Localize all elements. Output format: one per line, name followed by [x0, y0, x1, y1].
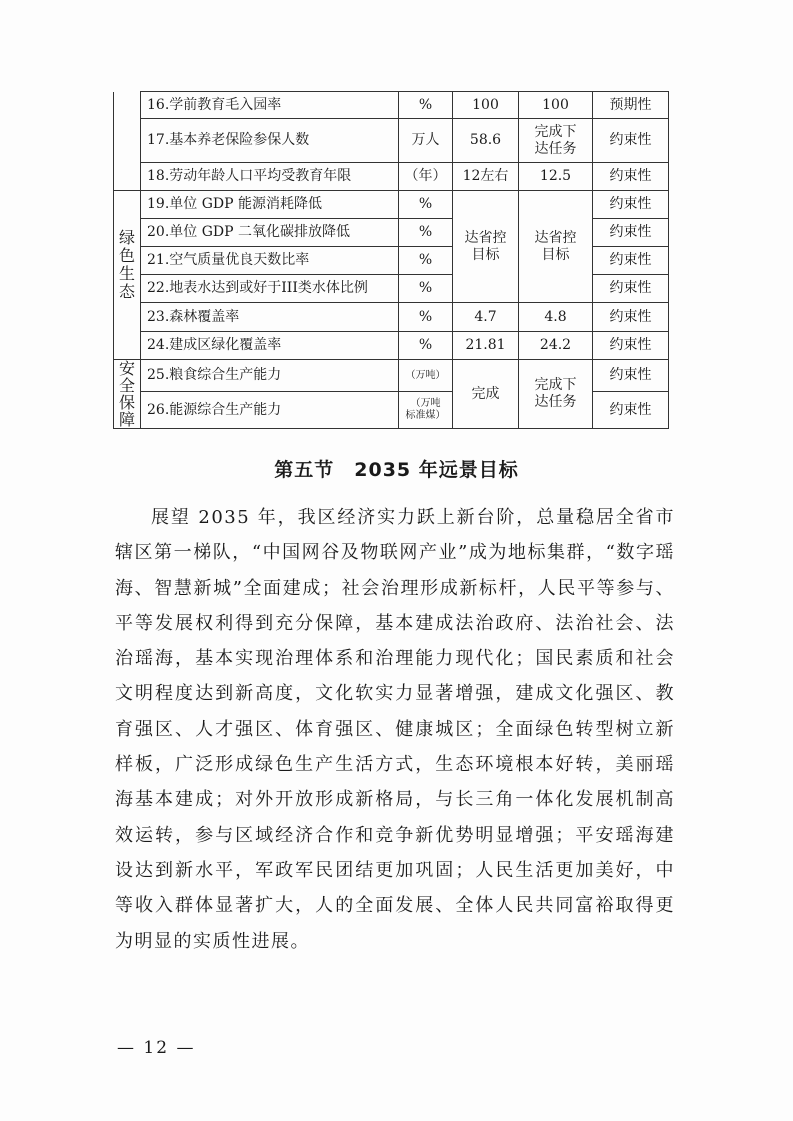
value-2020: 4.7 — [453, 303, 519, 332]
category-safety — [114, 360, 141, 429]
indicator-type: 约束性 — [593, 275, 669, 303]
section-title: 第五节 2035 年远景目标 — [274, 459, 519, 481]
unit-cell: % — [399, 332, 453, 360]
unit-line: （万吨 — [410, 398, 441, 409]
indicator-name: 18.劳动年龄人口平均受教育年限 — [141, 163, 399, 191]
indicator-type: 约束性 — [593, 219, 669, 247]
unit-cell: % — [399, 92, 453, 119]
value-2020 — [453, 191, 519, 303]
value-2025 — [519, 119, 593, 163]
value-2020: 58.6 — [453, 119, 519, 163]
table-row — [114, 92, 669, 119]
value-line: 目标 — [541, 246, 570, 263]
indicator-name: 25.粮食综合生产能力 — [141, 360, 399, 392]
unit-cell: （年） — [399, 163, 453, 191]
unit-cell: % — [399, 247, 453, 275]
category-char: 态 — [118, 282, 135, 301]
value-2025 — [519, 191, 593, 303]
body-text — [115, 500, 675, 959]
unit-line: 标准煤） — [405, 410, 446, 421]
category-char: 安 — [118, 359, 135, 378]
value-line: 达任务 — [534, 394, 577, 410]
value-line: 完成下 — [534, 377, 577, 393]
indicator-name: 19.单位 GDP 能源消耗降低 — [141, 191, 399, 219]
indicator-name: 20.单位 GDP 二氧化碳排放降低 — [141, 219, 399, 247]
paragraph: 展望 2035 年，我区经济实力跃上新台阶，总量稳居全省市辖区第一梯队，“中国网谷及物联网产业”成为地标集群，“数字瑶海、智慧新城”全面建成；社会治理形成新标杆，人民平等参与、平等发展权利得到充分保障，基本建成法治政府、法治社会、法治瑶海，基本实现治理体系和治理能力现代化；国民素质和社会文明程度达到新高度，文化软实力显著增强，建成文化强区、教育强区、人才强区、体育强区、健康城区；全面绿色转型树立新样板，广泛形成绿色生产生活方式，生态环境根本好转，美丽瑶海基本建成；对外开放形成新格局，与长三角一体化发展机制高效运转，参与区域经济合作和竞争新优势明显增强；平安瑶海建设达到新水平，军政军民团结更加巩固；人民生活更加美好，中等收入群体显著扩大，人的全面发展、全体人民共同富裕取得更为明显的实质性进展。 — [115, 507, 675, 952]
indicator-type: 约束性 — [593, 332, 669, 360]
indicator-type: 约束性 — [593, 392, 669, 429]
unit-cell: 万人 — [399, 119, 453, 163]
unit-cell: % — [399, 191, 453, 219]
indicator-type: 约束性 — [593, 247, 669, 275]
value-2025: 12.5 — [519, 163, 593, 191]
indicator-name: 17.基本养老保险参保人数 — [141, 119, 399, 163]
value-line: 完成下 — [534, 123, 577, 140]
indicator-name: 21.空气质量优良天数比率 — [141, 247, 399, 275]
category-green-ecology — [114, 191, 141, 360]
value-2025: 24.2 — [519, 332, 593, 360]
table-row — [114, 191, 669, 219]
category-char: 色 — [118, 246, 135, 265]
indicator-name: 26.能源综合生产能力 — [141, 392, 399, 429]
value-2020: 完成 — [453, 360, 519, 429]
category-char: 绿 — [118, 228, 135, 247]
table-row — [114, 360, 669, 392]
value-2020: 21.81 — [453, 332, 519, 360]
indicator-name: 22.地表水达到或好于III类水体比例 — [141, 275, 399, 303]
indicator-name: 24.建成区绿化覆盖率 — [141, 332, 399, 360]
value-line: 达任务 — [534, 140, 577, 157]
unit-cell: % — [399, 275, 453, 303]
value-2025: 4.8 — [519, 303, 593, 332]
value-2020: 12左右 — [453, 163, 519, 191]
value-2025: 100 — [519, 92, 593, 119]
indicator-type: 约束性 — [593, 119, 669, 163]
table-row — [114, 332, 669, 360]
category-char: 全 — [118, 376, 135, 395]
indicator-type: 约束性 — [593, 163, 669, 191]
value-line: 达省控 — [464, 229, 507, 246]
table-row — [114, 163, 669, 191]
page-number: — 12 — — [117, 1038, 196, 1058]
indicator-table — [113, 91, 669, 429]
value-2020: 100 — [453, 92, 519, 119]
table-row — [114, 303, 669, 332]
value-line: 目标 — [471, 246, 500, 263]
indicator-type: 约束性 — [593, 303, 669, 332]
unit-cell — [399, 392, 453, 429]
table-row — [114, 119, 669, 163]
indicator-name: 23.森林覆盖率 — [141, 303, 399, 332]
value-2025 — [519, 360, 593, 429]
indicator-type: 约束性 — [593, 360, 669, 392]
category-cell — [114, 92, 141, 191]
category-char: 生 — [118, 264, 135, 283]
category-char: 障 — [118, 410, 135, 429]
unit-cell: % — [399, 303, 453, 332]
category-char: 保 — [118, 393, 135, 412]
value-line: 达省控 — [534, 229, 577, 246]
unit-cell: % — [399, 219, 453, 247]
indicator-type: 预期性 — [593, 92, 669, 119]
indicator-name: 16.学前教育毛入园率 — [141, 92, 399, 119]
unit-cell: （万吨） — [399, 360, 453, 392]
indicator-type: 约束性 — [593, 191, 669, 219]
